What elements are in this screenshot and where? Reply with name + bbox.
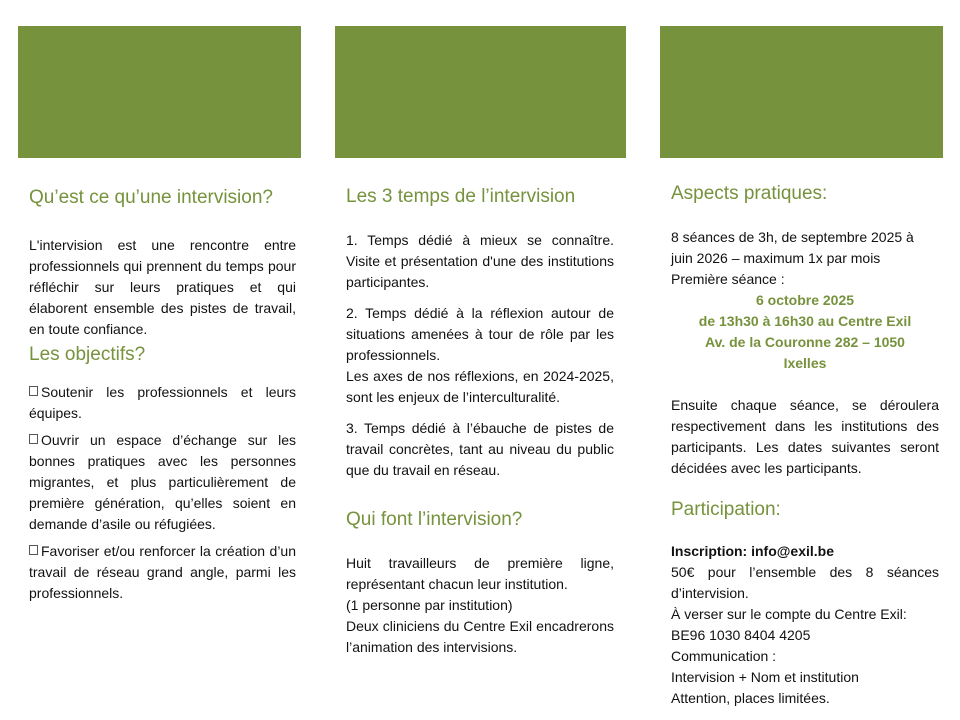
payment-line: À verser sur le compte du Centre Exil: [671, 606, 907, 622]
banner-middle [335, 26, 626, 158]
who-paragraph-c: Deux cliniciens du Centre Exil encadrerons l’animation des intervisions. [346, 618, 614, 655]
step-one: 1. Temps dédié à mieux se connaître. Visite et présentation d'une des institutions participantes. [346, 232, 614, 290]
price-line: 50€ pour l’ensemble des 8 séances d’intervision. [671, 564, 939, 601]
who-paragraph-a: Huit travailleurs de première ligne, représentant chacun leur institution. [346, 555, 614, 592]
address-line: Av. de la Couronne 282 – 1050 [705, 334, 905, 350]
time-line: de 13h30 à 16h30 au Centre Exil [698, 313, 912, 329]
banner-right [660, 26, 943, 158]
first-session-label: Première séance : [671, 271, 785, 287]
date-line: 6 octobre 2025 [755, 292, 855, 308]
banner-left [18, 26, 301, 158]
communication-value: Intervision + Nom et institution [671, 669, 859, 685]
column-left [29, 184, 296, 610]
list-item: Favoriser et/ou renforcer la création d’un travail de réseau grand angle, parmi les professionnels. [29, 543, 296, 601]
next-sessions-paragraph: Ensuite chaque séance, se déroulera respectivement dans les institutions des participants. Les dates suivantes seront décidées avec les participants. [671, 397, 939, 476]
heading-objectives: Les objectifs? [29, 344, 146, 365]
objectives-list [29, 382, 296, 604]
intro-paragraph: L'intervision est une rencontre entre professionnels qui prennent du temps pour réfléchir sur leurs pratiques et qui élaborent ensemble des pistes de travail, en toute confiance. [29, 237, 296, 337]
step-two: 2. Temps dédié à la réflexion autour de situations amenées à tour de rôle par les professionnels. [346, 305, 614, 363]
heading-participation: Participation: [671, 499, 781, 520]
heading-three-times: Les 3 temps de l’intervision [346, 186, 576, 207]
account-number: BE96 1030 8404 4205 [671, 627, 811, 643]
heading-what-is: Qu’est ce qu’une intervision? [29, 187, 273, 208]
list-item: Ouvrir un espace d’échange sur les bonnes pratiques avec les personnes migrantes, et plus particulièrement de première génération, qu’elles soient en demande d’asile ou réfugiées. [29, 432, 296, 532]
heading-practical: Aspects pratiques: [671, 183, 828, 204]
step-three: 3. Temps dédié à l’ébauche de pistes de travail concrètes, tant au niveau du public que du travail en réseau. [346, 420, 614, 478]
bullet-icon [29, 545, 38, 555]
inscription-line: Inscription: info@exil.be [671, 543, 834, 559]
communication-label: Communication : [671, 648, 777, 664]
warning-line: Attention, places limitées. [671, 690, 830, 706]
step-two-axes: Les axes de nos réflexions, en 2024-2025, sont les enjeux de l’interculturalité. [346, 368, 614, 405]
bullet-icon [29, 386, 38, 396]
list-item: Soutenir les professionnels et leurs équipes. [29, 384, 296, 421]
column-right [671, 181, 939, 709]
city-line: Ixelles [783, 355, 827, 371]
who-paragraph-b: (1 personne par institution) [346, 597, 513, 613]
sessions-info: 8 séances de 3h, de septembre 2025 à juin 2026 – maximum 1x par mois [671, 229, 914, 266]
first-session-details [671, 290, 939, 374]
heading-who: Qui font l’intervision? [346, 509, 523, 530]
bullet-icon [29, 434, 38, 444]
column-middle [346, 184, 614, 658]
